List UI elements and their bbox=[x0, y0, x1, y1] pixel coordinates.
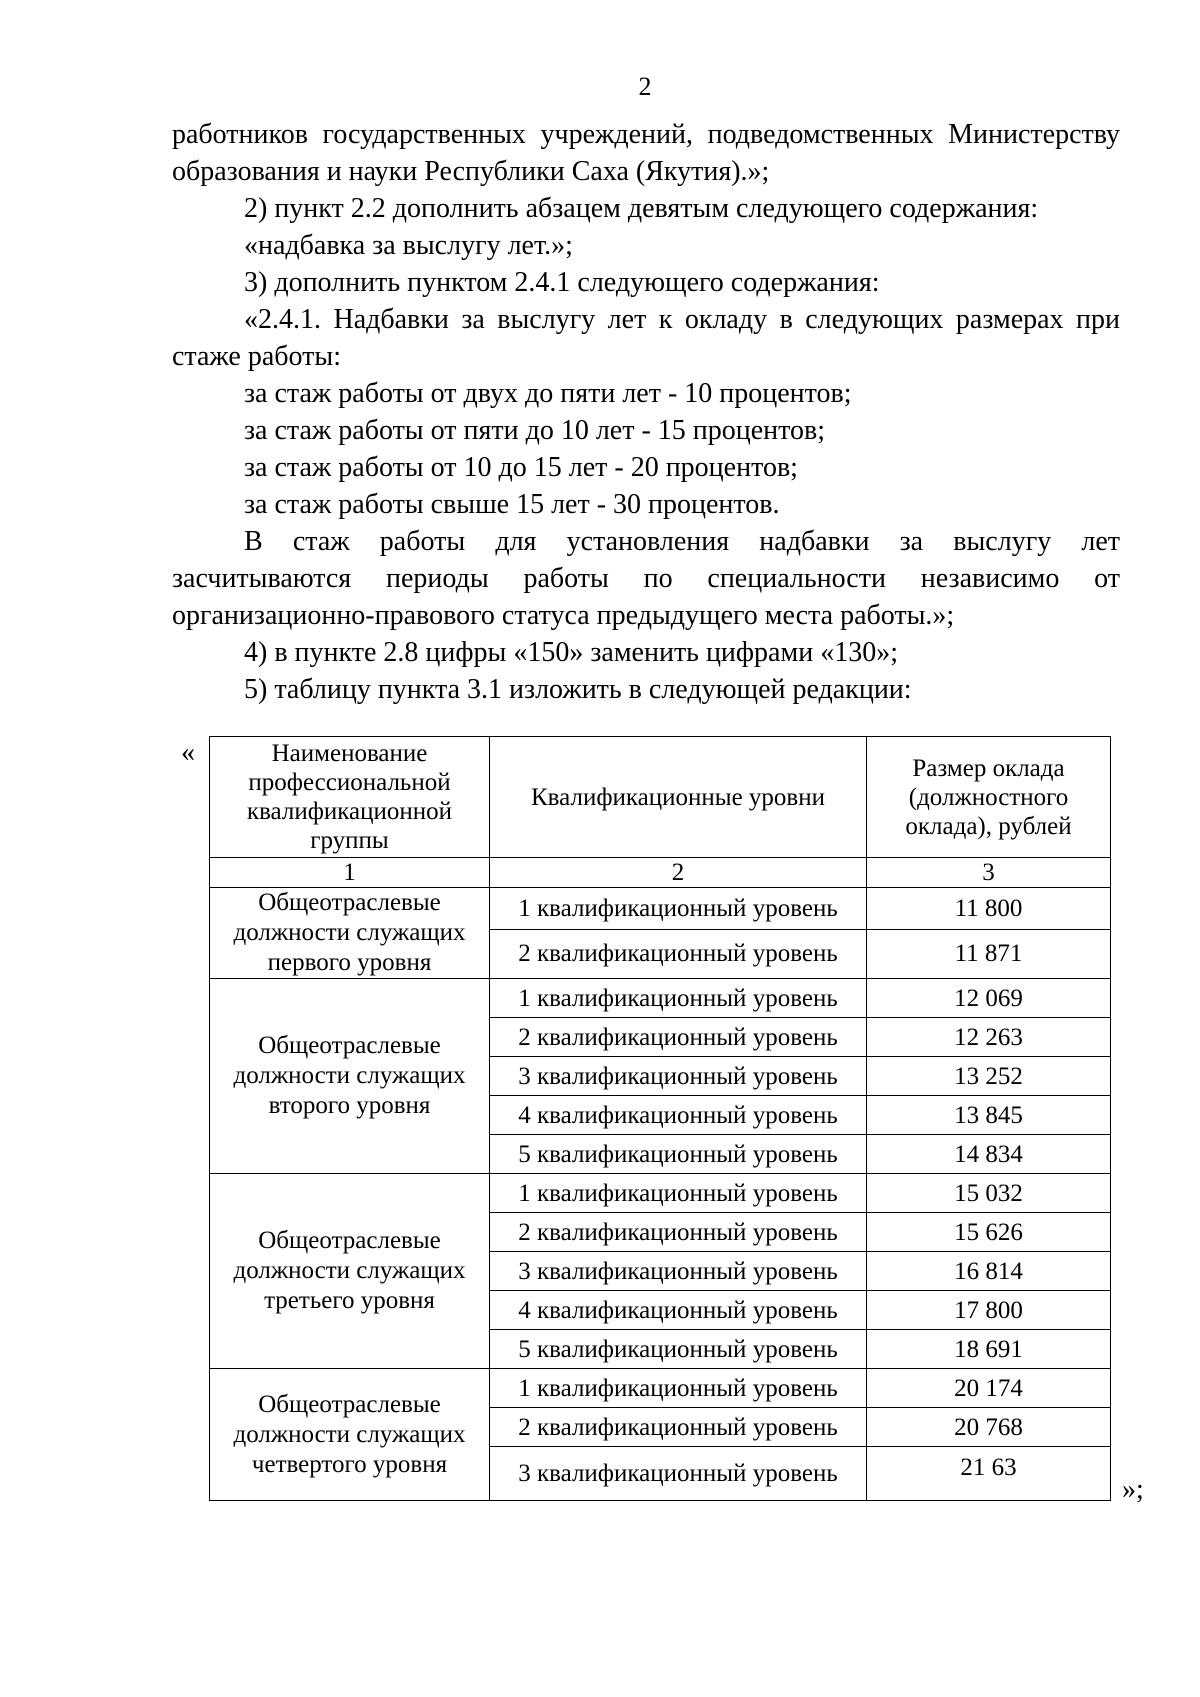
paragraph: «надбавка за выслугу лет.»; bbox=[244, 230, 573, 261]
group-name-cell: Общеотраслевые должности служащих третьего уровня bbox=[210, 1174, 490, 1369]
level-cell: 1 квалификационный уровень bbox=[490, 979, 867, 1018]
column-number: 3 bbox=[867, 858, 1111, 888]
list-item: за стаж работы свыше 15 лет - 30 процентов. bbox=[244, 489, 780, 520]
list-item: за стаж работы от 10 до 15 лет - 20 процентов; bbox=[244, 452, 798, 483]
level-cell: 1 квалификационный уровень bbox=[490, 1369, 867, 1408]
column-header-group: Наименование профессиональной квалификационной группы bbox=[210, 737, 490, 858]
paragraph: «2.4.1. Надбавки за выслугу лет к окладу в следующих размерах при стаже работы: bbox=[172, 304, 1120, 372]
group-name-cell: Общеотраслевые должности служащих четвертого уровня bbox=[210, 1369, 490, 1501]
column-header-salary: Размер оклада (должностного оклада), рублей bbox=[867, 737, 1111, 858]
salary-cell: 14 834 bbox=[867, 1135, 1111, 1174]
salary-cell: 17 800 bbox=[867, 1291, 1111, 1330]
column-number: 2 bbox=[490, 858, 867, 888]
level-cell: 3 квалификационный уровень bbox=[490, 1252, 867, 1291]
level-cell: 4 квалификационный уровень bbox=[490, 1291, 867, 1330]
salary-cell: 16 814 bbox=[867, 1252, 1111, 1291]
list-item: 5) таблицу пункта 3.1 изложить в следующей редакции: bbox=[244, 674, 912, 705]
level-cell: 1 квалификационный уровень bbox=[490, 888, 867, 930]
salary-cell: 13 252 bbox=[867, 1057, 1111, 1096]
list-item: 4) в пункте 2.8 цифры «150» заменить цифрами «130»; bbox=[244, 637, 898, 668]
salary-cell: 20 768 bbox=[867, 1408, 1111, 1447]
salary-cell: 11 871 bbox=[867, 929, 1111, 978]
page-number: 2 bbox=[638, 72, 652, 101]
level-cell: 5 квалификационный уровень bbox=[490, 1330, 867, 1369]
table-header-row bbox=[210, 737, 1111, 858]
column-number-row bbox=[210, 858, 1111, 888]
salary-cell: 12 069 bbox=[867, 979, 1111, 1018]
list-item: за стаж работы от пяти до 10 лет - 15 процентов; bbox=[244, 415, 826, 446]
level-cell: 2 квалификационный уровень bbox=[490, 1408, 867, 1447]
salary-cell: 12 263 bbox=[867, 1018, 1111, 1057]
list-item: 3) дополнить пунктом 2.4.1 следующего содержания: bbox=[244, 267, 880, 298]
table-open-quote: « bbox=[181, 737, 195, 768]
paragraph: работников государственных учреждений, подведомственных Министерству bbox=[172, 119, 1120, 150]
level-cell: 2 квалификационный уровень bbox=[490, 1018, 867, 1057]
salary-cell: 20 174 bbox=[867, 1369, 1111, 1408]
list-item: 2) пункт 2.2 дополнить абзацем девятым следующего содержания: bbox=[244, 193, 1039, 224]
salary-cell: 21 63 bbox=[867, 1447, 1111, 1501]
paragraph: образования и науки Республики Саха (Якутия).»; bbox=[172, 156, 770, 187]
level-cell: 2 квалификационный уровень bbox=[490, 1213, 867, 1252]
table-row bbox=[210, 1369, 1111, 1408]
level-cell: 4 квалификационный уровень bbox=[490, 1096, 867, 1135]
table-close-quote: »; bbox=[1122, 1474, 1144, 1505]
level-cell: 3 квалификационный уровень bbox=[490, 1057, 867, 1096]
level-cell: 1 квалификационный уровень bbox=[490, 1174, 867, 1213]
salary-cell: 15 626 bbox=[867, 1213, 1111, 1252]
level-cell: 5 квалификационный уровень bbox=[490, 1135, 867, 1174]
level-cell: 3 квалификационный уровень bbox=[490, 1447, 867, 1501]
salary-cell: 18 691 bbox=[867, 1330, 1111, 1369]
table-row bbox=[210, 979, 1111, 1018]
column-header-level: Квалификационные уровни bbox=[490, 737, 867, 858]
column-number: 1 bbox=[210, 858, 490, 888]
salary-cell: 11 800 bbox=[867, 888, 1111, 930]
salary-cell: 13 845 bbox=[867, 1096, 1111, 1135]
table-row bbox=[210, 1174, 1111, 1213]
paragraph: В стаж работы для установления надбавки за выслугу лет засчитываются периоды работы по специальности независимо от организационно-правового статуса предыдущего места работы.»; bbox=[172, 526, 1120, 631]
salary-cell: 15 032 bbox=[867, 1174, 1111, 1213]
table-row bbox=[210, 888, 1111, 930]
list-item: за стаж работы от двух до пяти лет - 10 процентов; bbox=[244, 378, 852, 409]
level-cell: 2 квалификационный уровень bbox=[490, 929, 867, 978]
group-name-cell: Общеотраслевые должности служащих первого уровня bbox=[210, 888, 490, 979]
group-name-cell: Общеотраслевые должности служащих второго уровня bbox=[210, 979, 490, 1174]
document-body bbox=[172, 116, 1120, 708]
salary-table bbox=[209, 736, 1111, 1501]
